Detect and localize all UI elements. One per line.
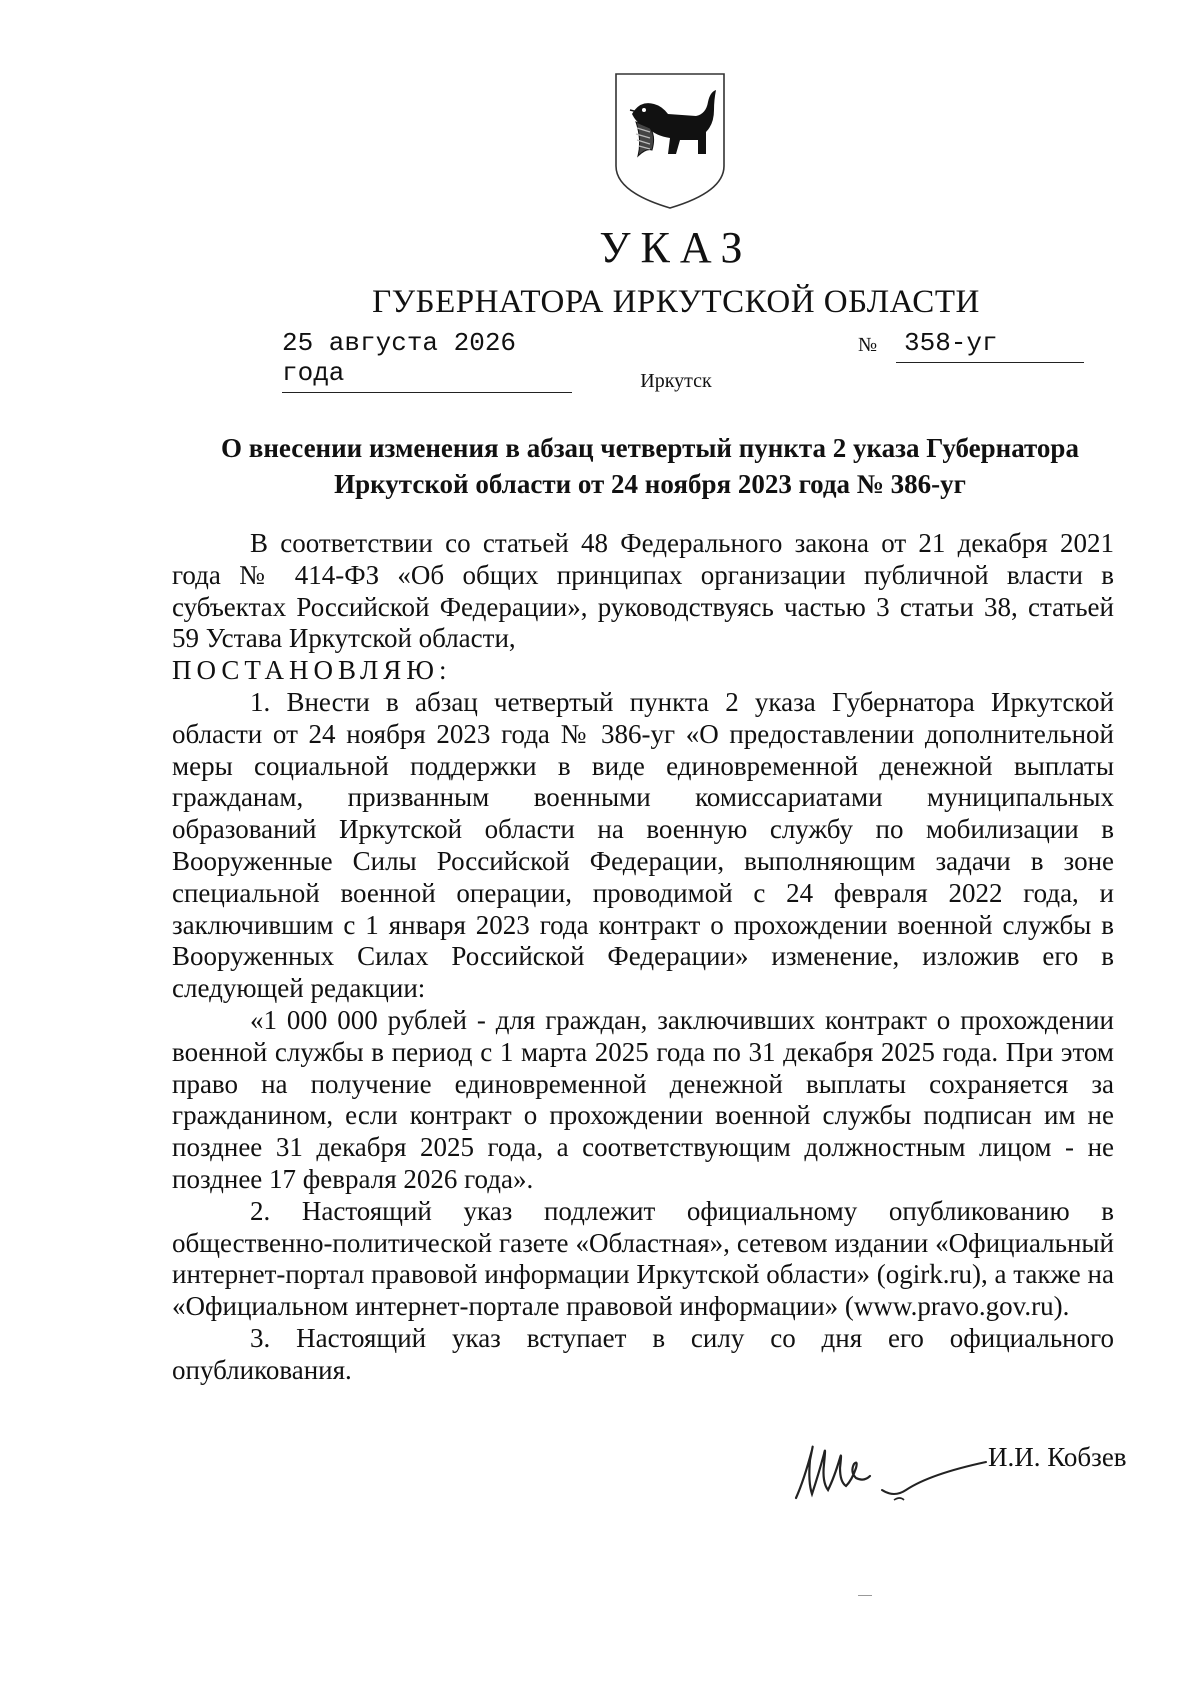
subject-line-2: Иркутской области от 24 ноября 2023 года № 386-уг	[334, 469, 966, 499]
scan-artifact-mark	[858, 1595, 872, 1596]
number-sign: №	[858, 334, 878, 356]
item-1-paragraph: 1. Внести в абзац четвертый пункта 2 указа Губернатора Иркутской области от 24 ноября 2023 года № 386-уг «О предоставлении дополнительной меры социальной поддержки в виде единовременной денежной выплаты гражданам, призванным военными комиссариатами муниципальных образований Иркутской области на военную службу по мобилизации в Вооруженные Силы Российской Федерации, выполняющим задачи в зоне специальной военной операции, проводимой с 24 февраля 2022 года, и заключившим с 1 января 2023 года контракт о прохождении военной службы в Вооруженных Силах Российской Федерации» изменение, изложив его в следующей редакции:	[172, 686, 1114, 1004]
decree-body	[172, 528, 1114, 1387]
item-3-paragraph: 3. Настоящий указ вступает в силу со дня его официального опубликования.	[172, 1322, 1114, 1385]
decree-subject	[170, 430, 1130, 502]
signer-name: И.И. Кобзев	[988, 1442, 1127, 1472]
issuing-authority: ГУБЕРНАТОРА ИРКУТСКОЙ ОБЛАСТИ	[372, 284, 980, 320]
decree-number: 358-уг	[896, 328, 1084, 363]
city: Иркутск	[640, 370, 712, 392]
subject-line-1: О внесении изменения в абзац четвертый пункта 2 указа Губернатора	[221, 433, 1079, 463]
decree-operative-word: ПОСТАНОВЛЯЮ:	[172, 655, 452, 686]
quoted-text-paragraph: «1 000 000 рублей - для граждан, заключивших контракт о прохождении военной службы в период с 1 марта 2025 года по 31 декабря 2025 года. При этом право на получение единовременной денежной выплаты сохраняется за гражданином, если контракт о прохождении военной службы подписан им не позднее 31 декабря 2025 года, а соответствующим должностным лицом - не позднее 17 февраля 2026 года».	[172, 1004, 1114, 1194]
irkutsk-coat-of-arms-icon	[610, 70, 730, 210]
signature-block	[790, 1420, 1170, 1520]
handwritten-signature-icon	[790, 1420, 990, 1510]
decree-title: УКАЗ	[599, 223, 753, 272]
preamble-paragraph: В соответствии со статьей 48 Федерального закона от 21 декабря 2021 года № 414-ФЗ «Об общих принципах организации публичной власти в субъектах Российской Федерации», руководствуясь частью 3 статьи 38, статьей 59 Устава Иркутской области,	[172, 528, 1114, 654]
item-2-paragraph: 2. Настоящий указ подлежит официальному опубликованию в общественно-политической газете «Областная», сетевом издании «Официальный интернет-портал правовой информации Иркутской области» (ogirk.ru), а также на «Официальном интернет-портале правовой информации» (www.pravo.gov.ru).	[172, 1195, 1114, 1322]
decree-date: 25 августа 2026 года	[282, 328, 572, 393]
